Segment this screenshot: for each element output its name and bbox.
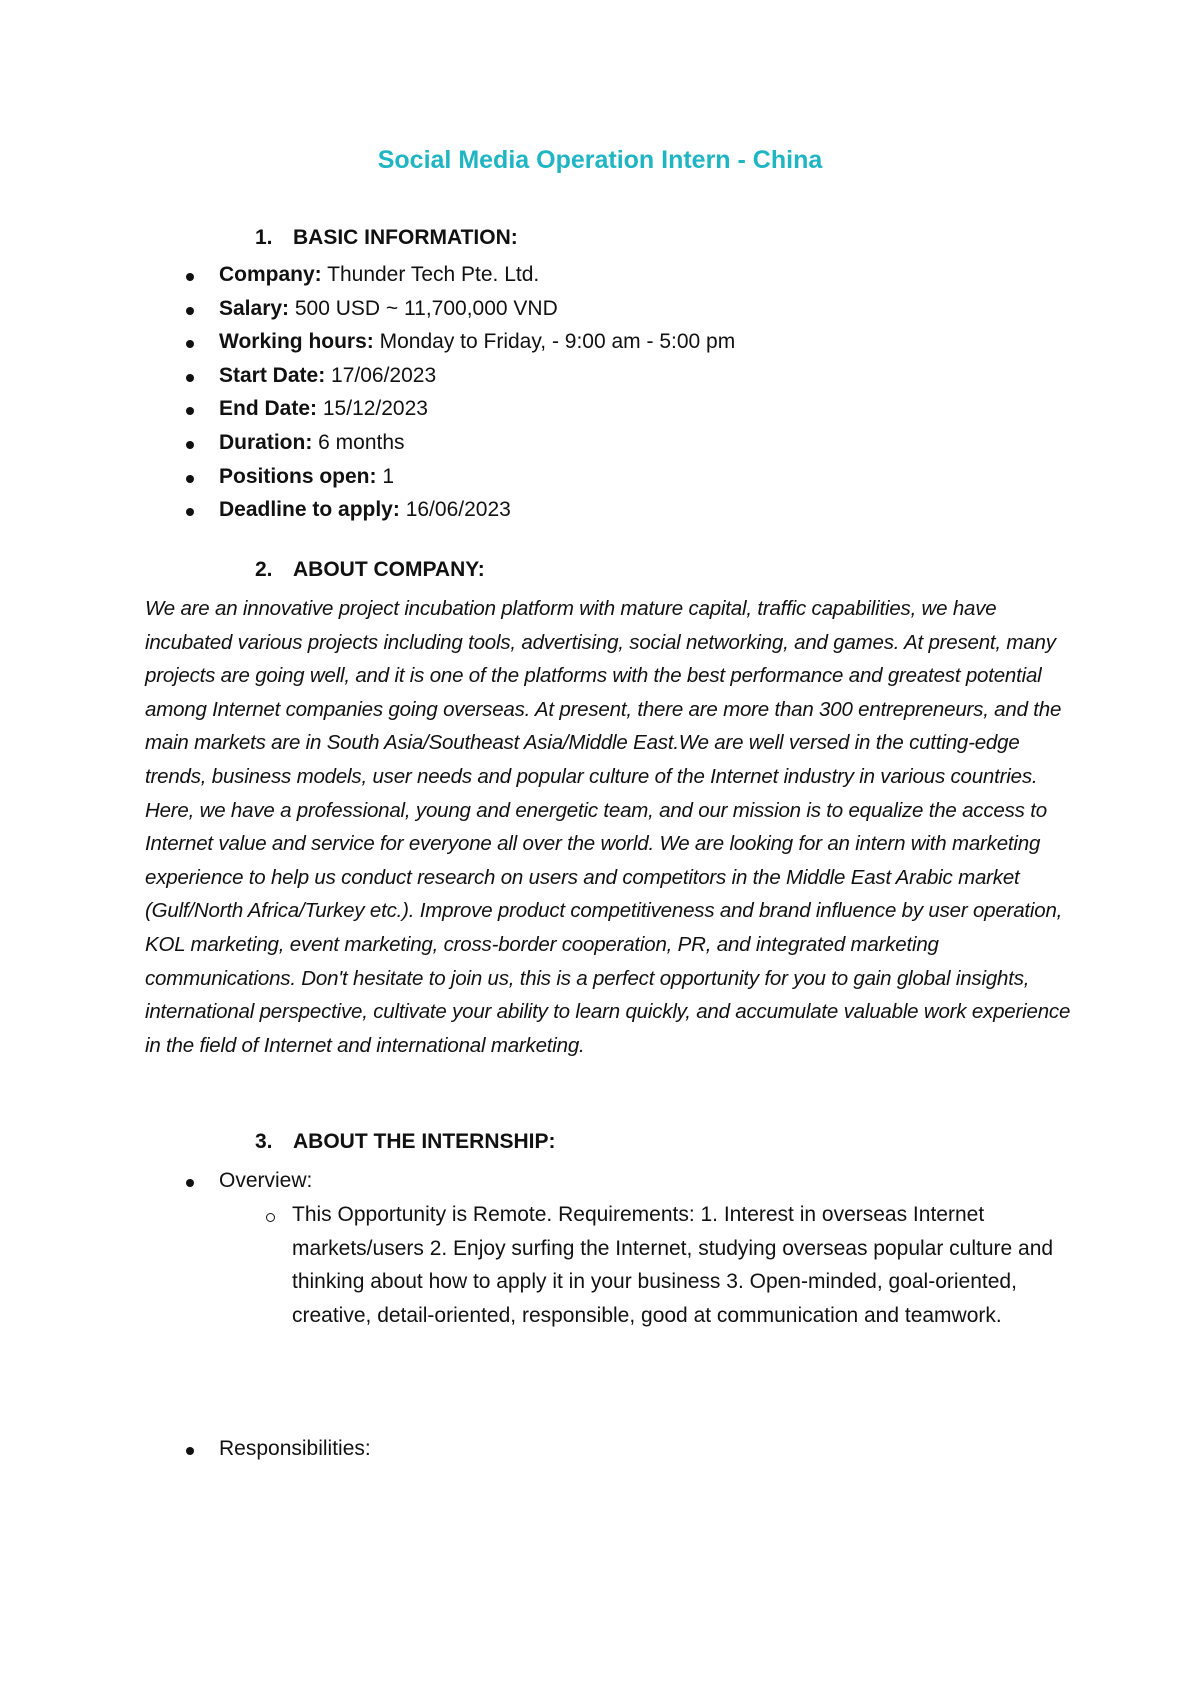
section-title: BASIC INFORMATION: xyxy=(293,226,518,249)
bullet-icon xyxy=(186,273,194,281)
section-heading-about-internship xyxy=(255,1130,556,1154)
section-title: ABOUT THE INTERNSHIP: xyxy=(293,1130,556,1153)
field-value: 15/12/2023 xyxy=(317,397,428,421)
field-value: 6 months xyxy=(312,430,405,454)
responsibilities-label: Responsibilities: xyxy=(219,1437,371,1460)
field-label: Duration: xyxy=(219,430,313,454)
list-item-responsibilities xyxy=(0,1432,600,1466)
list-item-duration xyxy=(0,426,735,460)
field-value: Thunder Tech Pte. Ltd. xyxy=(321,263,540,286)
hollow-bullet-icon xyxy=(266,1213,275,1222)
section-heading-about-company xyxy=(255,558,485,582)
field-label: End Date: xyxy=(219,397,318,421)
list-item-overview xyxy=(0,1164,600,1198)
field-value: 17/06/2023 xyxy=(325,363,437,387)
field-label: Salary: xyxy=(219,296,290,320)
bullet-icon xyxy=(186,508,194,516)
field-value: Monday to Friday, - 9:00 am - 5:00 pm xyxy=(373,330,736,354)
field-label: Positions open: xyxy=(219,464,377,488)
section-heading-basic-information xyxy=(255,226,518,250)
bullet-icon xyxy=(186,374,194,382)
section-number: 1. xyxy=(255,226,273,249)
list-item-positions-open xyxy=(0,460,735,494)
section-number: 2. xyxy=(255,558,273,581)
list-item-salary xyxy=(0,292,735,326)
field-value: 500 USD ~ 11,700,000 VND xyxy=(289,296,558,320)
bullet-icon xyxy=(186,307,194,315)
list-item-deadline xyxy=(0,493,735,527)
field-value: 16/06/2023 xyxy=(399,498,511,522)
bullet-icon xyxy=(186,1179,194,1187)
about-company-paragraph: We are an innovative project incubation platform with mature capital, traffic capabilities, we have incubated various projects including tools, advertising, social networking, and games. At present, many projects are going well, and it is one of the platforms with the best performance and greatest potential among Internet companies going overseas. At present, there are more than 300 entrepreneurs, and the main markets are in South Asia/Southeast Asia/Middle East.We are well versed in the cutting-edge trends, business models, user needs and popular culture of the Internet industry in various countries. Here, we have a professional, young and energetic team, and our mission is to equalize the access to Internet value and service for everyone all over the world. We are looking for an intern with marketing experience to help us conduct research on users and competitors in the Middle East Arabic market (Gulf/North Africa/Turkey etc.). Improve product competitiveness and brand influence by user operation, KOL marketing, event marketing, cross-border cooperation, PR, and integrated marketing communications. Don't hesitate to join us, this is a perfect opportunity for you to gain global insights, international perspective, cultivate your ability to learn quickly, and accumulate valuable work experience in the field of Internet and international marketing. xyxy=(145,597,1071,1057)
bullet-icon xyxy=(186,475,194,483)
overview-label: Overview: xyxy=(219,1169,313,1192)
list-item-end-date xyxy=(0,392,735,426)
field-value: 1 xyxy=(376,464,395,488)
bullet-icon xyxy=(186,407,194,415)
overview-text: This Opportunity is Remote. Requirements: 1. Interest in overseas Internet markets/users 2. Enjoy surfing the Internet, studying overseas popular culture and thinking about how to apply it in your business 3. Open-minded, goal-oriented, creative, detail-oriented, responsible, good at communication and teamwork. xyxy=(292,1203,1054,1327)
field-label: Deadline to apply: xyxy=(219,498,400,522)
list-item-working-hours xyxy=(0,325,735,359)
bullet-icon xyxy=(186,340,194,348)
section-title: ABOUT COMPANY: xyxy=(293,558,485,581)
field-label: Company: xyxy=(219,263,322,286)
basic-information-list xyxy=(0,258,735,527)
section-number: 3. xyxy=(255,1130,273,1153)
bullet-icon xyxy=(186,441,194,449)
field-label: Start Date: xyxy=(219,363,326,387)
list-item-start-date xyxy=(0,359,735,393)
field-label: Working hours: xyxy=(219,330,374,354)
bullet-icon xyxy=(186,1447,194,1455)
page-title: Social Media Operation Intern - China xyxy=(377,146,823,174)
list-item-company xyxy=(0,258,735,292)
